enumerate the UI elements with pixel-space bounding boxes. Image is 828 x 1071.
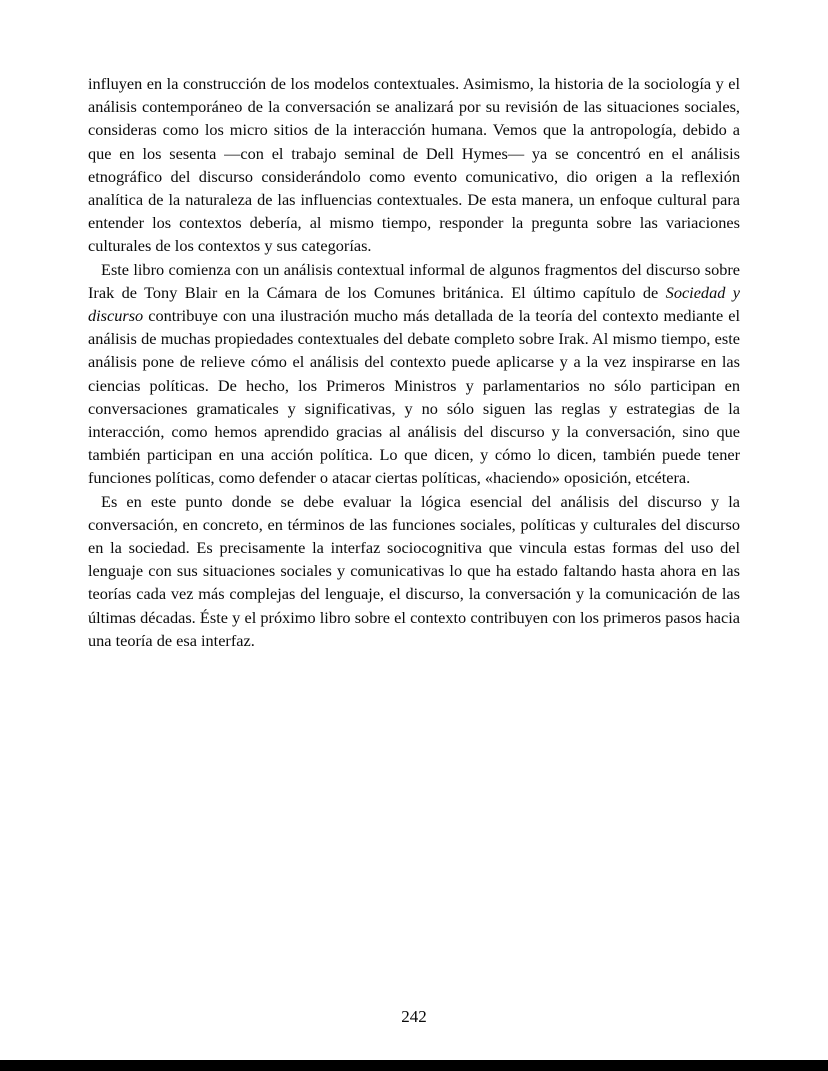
paragraph-text: Es en este punto donde se debe evaluar la lógica esencial del análisis del discurso y la conversación, en concreto, en términos de las funciones sociales, políticas y culturales del discurso en la sociedad. Es precisamente la interfaz sociocognitiva que vincula estas formas del uso del lenguaje con sus situaciones sociales y comunicativas lo que ha estado faltando hasta ahora en las teorías cada vez más complejas del lenguaje, el discurso, la conversación y la comunicación de las últimas décadas. Éste y el próximo libro sobre el contexto contribuyen con los primeros pasos hacia una teoría de esa interfaz. [88,491,740,650]
paragraph [88,490,740,652]
paragraph-text: contribuye con una ilustración mucho más detallada de la teoría del contexto mediante el análisis de muchas propiedades contextuales del debate completo sobre Irak. Al mismo tiempo, este análisis pone de relieve cómo el análisis del contexto puede aplicarse y a la vez inspirarse en las ciencias políticas. De hecho, los Primeros Ministros y parlamentarios no sólo participan en conversaciones gramaticales y significativas, y no sólo siguen las reglas y estrategias de la interacción, como hemos aprendido gracias al análisis del discurso y la conversación, sino que también participan en una acción política. Lo que dicen, y cómo lo dicen, también puede tener funciones políticas, como defender o atacar ciertas políticas, «haciendo» oposición, etcétera. [88,306,740,488]
page-number: 242 [401,1007,427,1026]
paragraph-text: Este libro comienza con un análisis contextual informal de algunos fragmentos del discurso sobre Irak de Tony Blair en la Cámara de los Comunes británica. El último capítulo de [88,259,740,302]
paragraph [88,258,740,490]
scan-edge-bottom [0,1060,828,1071]
book-title-italic: Sociedad y discurso [88,282,740,326]
text-block [88,72,740,652]
paragraph [88,72,740,258]
paragraph-text: influyen en la construcción de los modelos contextuales. Asimismo, la historia de la sociología y el análisis contemporáneo de la conversación se analizará por su revisión de las situaciones sociales, consideras como los micro sitios de la interacción humana. Vemos que la antropología, debido a que en los sesenta —con el trabajo seminal de Dell Hymes— ya se concentró en el análisis etnográfico del discurso considerándolo como evento comunicativo, dio origen a la reflexión analítica de la naturaleza de las influencias contextuales. De esta manera, un enfoque cultural para entender los contextos debería, al mismo tiempo, responder la pregunta sobre las variaciones culturales de los contextos y sus categorías. [88,74,740,256]
